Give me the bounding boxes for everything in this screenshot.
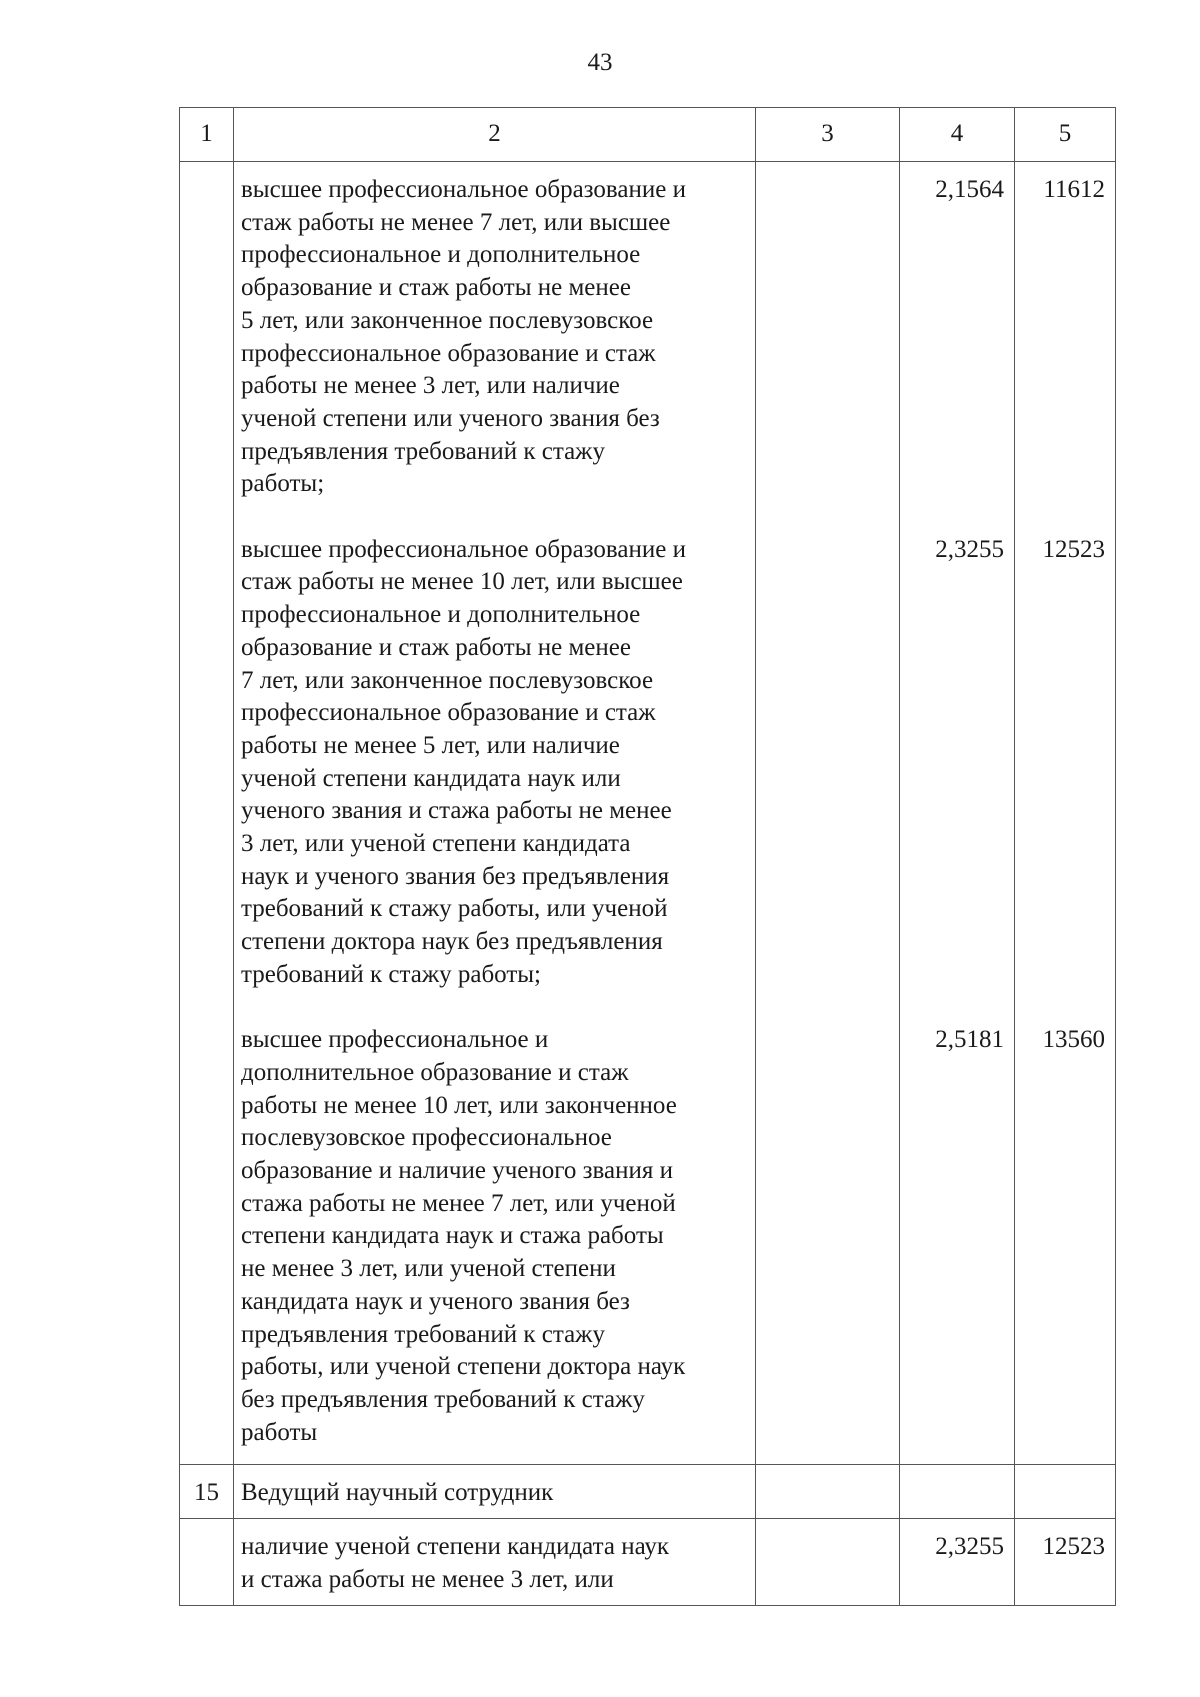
requirement-line: профессиональное и дополнительное [241,601,641,629]
requirement-line: 3 лет, или ученой степени кандидата [241,830,631,858]
requirement-block-2 [241,534,747,992]
row-index: 15 [194,1479,219,1506]
requirements-cell [234,162,756,1465]
requirement-line: дополнительное образование и стаж [241,1058,629,1086]
requirement-line: не менее 3 лет, или ученой степени [241,1255,616,1283]
requirement-line: без предъявления требований к стажу [241,1385,645,1413]
requirement-line: работы [241,1418,318,1446]
requirement-line: предъявления требований к стажу [241,1320,605,1348]
salary-value: 12523 [1042,1533,1105,1560]
coefficient-value: 2,1564 [935,176,1004,203]
requirement-line: наличие ученой степени кандидата наук [241,1533,670,1560]
table-header-row [180,108,1116,162]
requirement-line: степени кандидата наук и стажа работы [241,1222,664,1250]
requirement-line: и стажа работы не менее 3 лет, или [241,1565,614,1593]
header-col-4: 4 [900,108,1015,162]
salary-value: 12523 [1042,535,1105,563]
requirement-line: стаж работы не менее 7 лет, или высшее [241,208,671,236]
row-index-cell [180,1465,234,1519]
requirement-line: высшее профессиональное и [241,1026,549,1054]
col3-cell-empty [756,1519,900,1606]
requirement-line: высшее профессиональное образование и [241,176,686,203]
salary-cell [1015,1519,1116,1606]
coefficient-value: 2,3255 [935,535,1004,563]
requirement-line: 7 лет, или законченное послевузовское [241,666,654,694]
requirement-line: работы не менее 10 лет, или законченное [241,1091,677,1119]
requirement-line: образование и наличие ученого звания и [241,1157,673,1185]
requirement-line: наук и ученого звания без предъявления [241,862,670,890]
coefficient-value: 2,3255 [935,1533,1004,1560]
header-col-1: 1 [180,108,234,162]
requirement-line: работы не менее 3 лет, или наличие [241,372,620,400]
requirement-line: требований к стажу работы; [241,960,541,988]
requirement-line: предъявления требований к стажу [241,437,605,465]
requirement-line: степени доктора наук без предъявления [241,928,663,956]
requirement-line: ученой степени кандидата наук или [241,764,621,792]
requirement-line: профессиональное образование и стаж [241,339,656,367]
requirement-line: работы; [241,470,325,498]
requirement-line: образование и стаж работы не менее [241,633,631,661]
requirement-line: образование и стаж работы не менее [241,274,631,302]
requirement-block-3 [241,1024,747,1449]
salary-value: 13560 [1042,1026,1105,1054]
requirement-line: стажа работы не менее 7 лет, или ученой [241,1189,676,1217]
table-row-position [180,1465,1116,1519]
requirement-line: профессиональное и дополнительное [241,241,641,269]
requirement-line: профессиональное образование и стаж [241,699,656,727]
requirements-cell [234,1519,756,1606]
index-cell-empty [180,1519,234,1606]
requirement-line: кандидата наук и ученого звания без [241,1287,630,1315]
table-row-continued [180,162,1116,1465]
salary-table [179,107,1116,1606]
requirement-line: ученой степени или ученого звания без [241,404,660,432]
header-col-3: 3 [756,108,900,162]
header-col-2: 2 [234,108,756,162]
requirement-line: работы не менее 5 лет, или наличие [241,731,620,759]
salary-value: 11612 [1043,176,1105,203]
col4-cell-empty [900,1465,1015,1519]
index-cell-empty [180,162,234,1465]
coefficient-cell [900,1519,1015,1606]
position-title-cell [234,1465,756,1519]
col3-cell-empty [756,162,900,1465]
page-number: 43 [587,49,613,76]
requirement-line: стаж работы не менее 10 лет, или высшее [241,568,683,596]
requirement-block-1 [241,174,747,501]
requirement-line: 5 лет, или законченное послевузовское [241,306,654,334]
requirement-line: работы, или ученой степени доктора наук [241,1353,686,1381]
requirement-line: послевузовское профессиональное [241,1124,612,1152]
table-row-last [180,1519,1116,1606]
salary-cell [1015,162,1116,1465]
requirement-line: требований к стажу работы, или ученой [241,895,668,923]
coefficient-value: 2,5181 [935,1026,1004,1054]
col5-cell-empty [1015,1465,1116,1519]
col3-cell-empty [756,1465,900,1519]
coefficient-cell [900,162,1015,1465]
header-col-5: 5 [1015,108,1116,162]
requirement-line: ученого звания и стажа работы не менее [241,797,672,825]
requirement-line: высшее профессиональное образование и [241,535,686,563]
position-title: Ведущий научный сотрудник [241,1479,554,1506]
